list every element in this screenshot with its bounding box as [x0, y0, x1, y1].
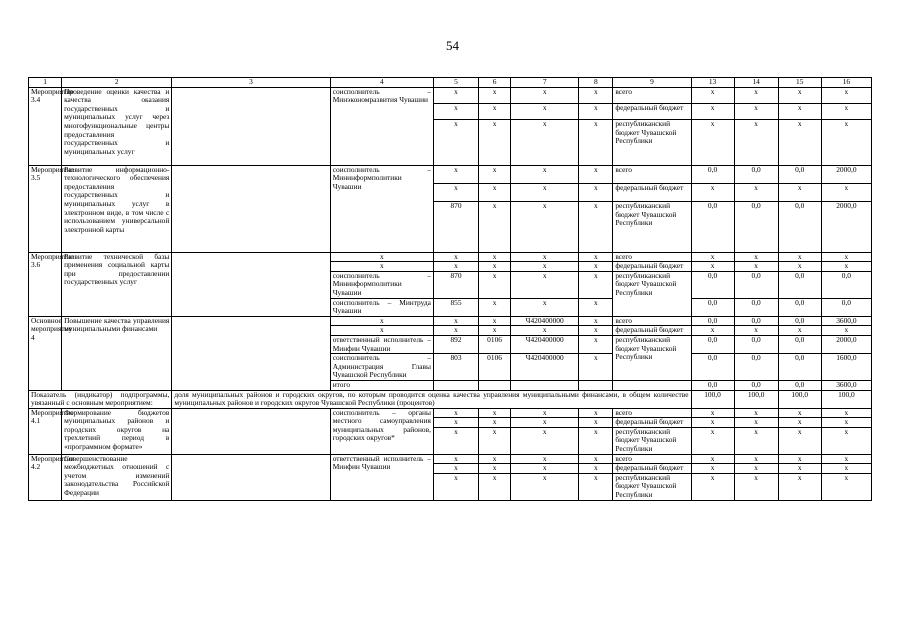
grbs-cell: x [433, 408, 478, 418]
empty-cell [172, 252, 330, 316]
event-name: Совершенствование межбюджетных отношений с учетом изменений законодательства Российской Федерации [62, 454, 172, 500]
value-cell: x [734, 418, 778, 428]
value-cell: x [778, 103, 821, 119]
grbs-cell: x [433, 165, 478, 183]
source-cell: всего [613, 408, 691, 418]
value-cell: 0,0 [778, 298, 821, 316]
section-cell: x [479, 418, 511, 428]
grbs-cell: x [433, 262, 478, 272]
event-name: Повышение качества управления муниципальными финансами [62, 316, 172, 390]
source-cell: всего [613, 316, 691, 326]
value-cell: 0,0 [734, 316, 778, 326]
value-cell: x [691, 103, 734, 119]
expense-cell: x [579, 454, 613, 464]
value-cell: x [821, 454, 871, 464]
source-cell: всего [613, 165, 691, 183]
value-cell: x [691, 87, 734, 103]
value-cell: x [778, 262, 821, 272]
source-cell: республиканский бюджет Чувашской Республики [613, 271, 691, 316]
value-cell: x [734, 454, 778, 464]
expense-cell: x [579, 201, 613, 252]
value-cell: 0,0 [821, 298, 871, 316]
header-cell: 4 [330, 78, 433, 88]
indicator-label: Показатель (индикатор) подпрограммы, увязанный с основным мероприятием: [29, 390, 172, 408]
grbs-cell: x [433, 464, 478, 474]
source-cell: федеральный бюджет [613, 326, 691, 336]
value-cell: 0,0 [691, 165, 734, 183]
value-cell: x [821, 183, 871, 201]
value-cell: x [821, 418, 871, 428]
value-cell: 100,0 [691, 390, 734, 408]
section-cell: x [479, 298, 511, 316]
target-cell: x [511, 262, 579, 272]
header-cell: 1 [29, 78, 62, 88]
expense-cell: x [579, 262, 613, 272]
value-cell: x [778, 252, 821, 262]
empty-cell [613, 380, 691, 390]
target-cell: x [511, 464, 579, 474]
grbs-cell: x [433, 252, 478, 262]
section-cell: x [479, 316, 511, 326]
section-cell: x [479, 252, 511, 262]
section-cell: 0106 [479, 335, 511, 353]
table-row [29, 252, 872, 262]
expense-cell: x [579, 165, 613, 183]
page-number: 54 [446, 38, 459, 53]
value-cell: x [691, 418, 734, 428]
header-row [29, 78, 872, 88]
value-cell: x [734, 427, 778, 454]
value-cell: x [691, 120, 734, 165]
value-cell: x [821, 120, 871, 165]
event-code: Мероприятие 3.5 [29, 165, 62, 252]
grbs-cell: 892 [433, 335, 478, 353]
table-row [29, 408, 872, 418]
value-cell: x [778, 464, 821, 474]
value-cell: 0,0 [691, 354, 734, 381]
section-cell: x [479, 262, 511, 272]
grbs-cell: x [433, 183, 478, 201]
executor: x [330, 262, 433, 272]
value-cell: 0,0 [778, 271, 821, 298]
value-cell: x [821, 427, 871, 454]
value-cell: x [778, 427, 821, 454]
value-cell: 3600,0 [821, 380, 871, 390]
source-cell: федеральный бюджет [613, 183, 691, 201]
value-cell: 0,0 [691, 298, 734, 316]
value-cell: x [821, 87, 871, 103]
empty-cell [172, 316, 330, 390]
target-cell: x [511, 183, 579, 201]
section-cell: x [479, 473, 511, 500]
value-cell: x [734, 252, 778, 262]
header-cell: 3 [172, 78, 330, 88]
value-cell: 0,0 [734, 165, 778, 183]
event-code: Мероприятие 4.1 [29, 408, 62, 454]
value-cell: x [734, 473, 778, 500]
value-cell: x [734, 464, 778, 474]
section-cell: x [479, 103, 511, 119]
value-cell: x [734, 262, 778, 272]
section-cell: x [479, 120, 511, 165]
value-cell: 0,0 [734, 271, 778, 298]
target-cell: x [511, 454, 579, 464]
expense-cell: x [579, 252, 613, 262]
executor: ответственный исполнитель – Минфин Чувашии [330, 335, 433, 353]
value-cell: x [778, 326, 821, 336]
value-cell: x [821, 408, 871, 418]
expense-cell: x [579, 298, 613, 316]
target-cell: x [511, 201, 579, 252]
value-cell: 100,0 [778, 390, 821, 408]
expense-cell: x [579, 326, 613, 336]
executor: x [330, 252, 433, 262]
expense-cell: x [579, 271, 613, 298]
value-cell: x [691, 427, 734, 454]
total-label: итого [330, 380, 433, 390]
header-cell: 15 [778, 78, 821, 88]
value-cell: x [821, 252, 871, 262]
value-cell: 2000,0 [821, 201, 871, 252]
value-cell: 0,0 [734, 298, 778, 316]
header-cell: 13 [691, 78, 734, 88]
event-code: Основное мероприятие 4 [29, 316, 62, 390]
expense-cell: x [579, 473, 613, 500]
value-cell: x [691, 262, 734, 272]
target-cell: x [511, 103, 579, 119]
value-cell: 2000,0 [821, 165, 871, 183]
section-cell: x [479, 165, 511, 183]
value-cell: 0,0 [778, 335, 821, 353]
header-cell: 8 [579, 78, 613, 88]
value-cell: x [691, 326, 734, 336]
value-cell: x [821, 464, 871, 474]
value-cell: 1600,0 [821, 354, 871, 381]
section-cell: x [479, 454, 511, 464]
executor: соисполнитель – Минтруда Чувашии [330, 298, 433, 316]
section-cell: 0106 [479, 354, 511, 381]
value-cell: 0,0 [734, 201, 778, 252]
empty-cell [433, 380, 478, 390]
section-cell: x [479, 183, 511, 201]
value-cell: x [821, 473, 871, 500]
table-row [29, 165, 872, 183]
grbs-cell: x [433, 326, 478, 336]
grbs-cell: 803 [433, 354, 478, 381]
value-cell: x [734, 326, 778, 336]
grbs-cell: 855 [433, 298, 478, 316]
value-cell: 3600,0 [821, 316, 871, 326]
target-cell: x [511, 165, 579, 183]
target-cell: x [511, 408, 579, 418]
section-cell: x [479, 464, 511, 474]
value-cell: x [691, 408, 734, 418]
header-cell: 7 [511, 78, 579, 88]
source-cell: всего [613, 252, 691, 262]
value-cell: 0,0 [778, 354, 821, 381]
source-cell: федеральный бюджет [613, 103, 691, 119]
value-cell: x [691, 464, 734, 474]
source-cell: республиканский бюджет Чувашской Республики [613, 201, 691, 252]
event-name: Формирование бюджетов муниципальных районов и городских округов на трехлетний период в «программном формате» [62, 408, 172, 454]
value-cell: 0,0 [691, 271, 734, 298]
grbs-cell: x [433, 427, 478, 454]
executor: x [330, 326, 433, 336]
value-cell: 0,0 [734, 335, 778, 353]
section-cell: x [479, 201, 511, 252]
empty-cell [579, 380, 613, 390]
grbs-cell: x [433, 103, 478, 119]
value-cell: x [691, 183, 734, 201]
value-cell: 0,0 [691, 201, 734, 252]
value-cell: x [778, 418, 821, 428]
target-cell: x [511, 120, 579, 165]
section-cell: x [479, 408, 511, 418]
value-cell: x [734, 103, 778, 119]
header-cell: 6 [479, 78, 511, 88]
value-cell: 0,0 [734, 380, 778, 390]
target-cell: x [511, 473, 579, 500]
target-cell: Ч420400000 [511, 354, 579, 381]
empty-cell [172, 165, 330, 252]
value-cell: x [778, 408, 821, 418]
table-row [29, 87, 872, 103]
indicator-text: доля муниципальных районов и городских округов, по которым проводится оценка качества управления муниципальными финансами, в общем количестве муниципальных районов и городских округов Чувашской Республики (процентов) [172, 390, 691, 408]
target-cell: x [511, 271, 579, 298]
executor: x [330, 316, 433, 326]
value-cell: x [821, 326, 871, 336]
expense-cell: x [579, 427, 613, 454]
value-cell: 0,0 [691, 316, 734, 326]
value-cell: 0,0 [778, 165, 821, 183]
expense-cell: x [579, 183, 613, 201]
value-cell: 0,0 [691, 380, 734, 390]
grbs-cell: x [433, 316, 478, 326]
value-cell: x [734, 183, 778, 201]
value-cell: x [778, 454, 821, 464]
value-cell: 0,0 [778, 316, 821, 326]
source-cell: федеральный бюджет [613, 418, 691, 428]
grbs-cell: x [433, 120, 478, 165]
source-cell: всего [613, 87, 691, 103]
section-cell: x [479, 87, 511, 103]
grbs-cell: 870 [433, 271, 478, 298]
program-table [28, 77, 872, 501]
value-cell: x [691, 252, 734, 262]
source-cell: республиканский бюджет Чувашской Республики [613, 120, 691, 165]
empty-cell [172, 454, 330, 500]
source-cell: республиканский бюджет Чувашской Республики [613, 473, 691, 500]
value-cell: x [778, 473, 821, 500]
event-name: Проведение оценки качества и качества оказания государственных и муниципальных услуг через многофункциональные центры предоставления государственных и муниципальных услуг [62, 87, 172, 165]
event-code: Мероприятие 3.6 [29, 252, 62, 316]
value-cell: x [778, 183, 821, 201]
header-cell: 5 [433, 78, 478, 88]
expense-cell: x [579, 87, 613, 103]
grbs-cell: x [433, 418, 478, 428]
grbs-cell: x [433, 454, 478, 464]
grbs-cell: x [433, 87, 478, 103]
target-cell: x [511, 418, 579, 428]
target-cell: Ч420400000 [511, 335, 579, 353]
indicator-row [29, 390, 872, 408]
section-cell: x [479, 271, 511, 298]
expense-cell: x [579, 418, 613, 428]
expense-cell: x [579, 316, 613, 326]
value-cell: 2000,0 [821, 335, 871, 353]
target-cell: x [511, 298, 579, 316]
value-cell: x [778, 120, 821, 165]
value-cell: x [691, 473, 734, 500]
event-name: Развитие информационно-технологического обеспечения предоставления государственных и муниципальных услуг в электронном виде, в том числе с использованием универсальной электронной карты [62, 165, 172, 252]
header-cell: 16 [821, 78, 871, 88]
value-cell: x [821, 262, 871, 272]
expense-cell: x [579, 103, 613, 119]
target-cell: x [511, 427, 579, 454]
section-cell: x [479, 326, 511, 336]
header-cell: 14 [734, 78, 778, 88]
source-cell: всего [613, 454, 691, 464]
target-cell: x [511, 326, 579, 336]
value-cell: 100,0 [734, 390, 778, 408]
value-cell: x [734, 408, 778, 418]
target-cell: x [511, 87, 579, 103]
value-cell: 0,0 [691, 335, 734, 353]
table-row [29, 454, 872, 464]
value-cell: x [691, 454, 734, 464]
source-cell: федеральный бюджет [613, 464, 691, 474]
grbs-cell: 870 [433, 201, 478, 252]
expense-cell: x [579, 120, 613, 165]
executor: соисполнитель – Администрация Главы Чувашской Республики [330, 354, 433, 381]
value-cell: 100,0 [821, 390, 871, 408]
event-code: Мероприятие 4.2 [29, 454, 62, 500]
table-row [29, 316, 872, 326]
value-cell: 0,0 [778, 201, 821, 252]
section-cell: x [479, 427, 511, 454]
source-cell: республиканский бюджет Чувашской Республики [613, 335, 691, 380]
expense-cell: x [579, 408, 613, 418]
header-cell: 9 [613, 78, 691, 88]
expense-cell: x [579, 464, 613, 474]
event-name: Развитие технической базы применения социальной карты при предоставлении государственных услуг [62, 252, 172, 316]
executor: соисполнитель – Минэкономразвития Чувашии [330, 87, 433, 165]
executor: ответственный исполнитель – Минфин Чувашии [330, 454, 433, 500]
value-cell: x [734, 120, 778, 165]
executor: соисполнитель – Мининформполитики Чувашии [330, 271, 433, 298]
empty-cell [172, 87, 330, 165]
grbs-cell: x [433, 473, 478, 500]
target-cell: Ч420400000 [511, 316, 579, 326]
event-code: Мероприятие 3.4 [29, 87, 62, 165]
empty-cell [511, 380, 579, 390]
empty-cell [172, 408, 330, 454]
target-cell: x [511, 252, 579, 262]
source-cell: республиканский бюджет Чувашской Республики [613, 427, 691, 454]
value-cell: 0,0 [821, 271, 871, 298]
executor: соисполнитель – органы местного самоуправления муниципальных районов, городских округов* [330, 408, 433, 454]
expense-cell: x [579, 354, 613, 381]
value-cell: x [778, 87, 821, 103]
source-cell: федеральный бюджет [613, 262, 691, 272]
empty-cell [479, 380, 511, 390]
value-cell: 0,0 [778, 380, 821, 390]
expense-cell: x [579, 335, 613, 353]
value-cell: 0,0 [734, 354, 778, 381]
header-cell: 2 [62, 78, 172, 88]
executor: соисполнитель – Мининформполитики Чувашии [330, 165, 433, 252]
value-cell: x [734, 87, 778, 103]
value-cell: x [821, 103, 871, 119]
